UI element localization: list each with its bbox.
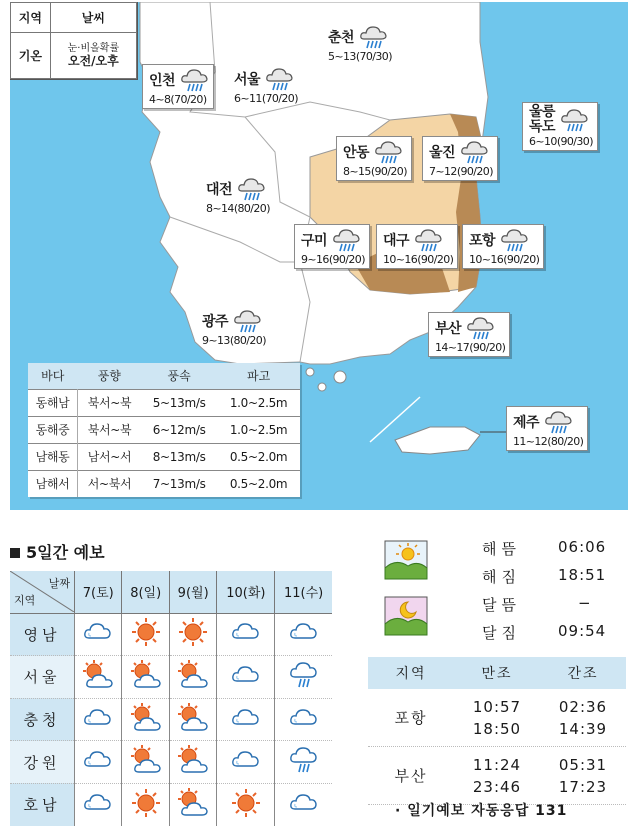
high-tide-time: 23:46 xyxy=(472,777,522,796)
city-temp: 11~12 xyxy=(513,435,548,448)
sun-cloud-icon xyxy=(177,702,209,734)
city-prob: (70/20) xyxy=(261,92,298,105)
wave-height: 1.0~2.5m xyxy=(217,389,300,416)
city-prob: (80/20) xyxy=(229,334,266,347)
wind-direction: 남서~서 xyxy=(78,443,142,470)
weather-map xyxy=(10,2,628,510)
city-label xyxy=(196,306,270,349)
table-row xyxy=(10,613,332,656)
sun-cloud-icon xyxy=(177,659,209,691)
cloud-icon xyxy=(288,616,320,648)
city-name: 대전 xyxy=(206,182,233,198)
low-tide-time: 05:31 xyxy=(558,755,608,774)
forecast-corner xyxy=(10,571,75,613)
moonset-label: 달짐 xyxy=(482,624,521,642)
city-prob: (90/20) xyxy=(456,165,493,178)
cloud-icon xyxy=(288,787,320,819)
wind-direction: 북서~북 xyxy=(78,416,142,443)
city-temp: 10~16 xyxy=(469,253,504,266)
high-tide-time: 11:24 xyxy=(472,755,522,774)
high-tide-time: 10:57 xyxy=(472,697,522,716)
rain-cloud-icon xyxy=(288,659,320,691)
cloud-icon xyxy=(230,744,262,776)
tide-header-region: 지역 xyxy=(395,666,427,682)
cloud-icon xyxy=(288,702,320,734)
city-name: 춘천 xyxy=(328,30,355,46)
sun-icon xyxy=(130,787,162,819)
table-row xyxy=(10,698,332,741)
port-name: 포항 xyxy=(394,709,428,727)
city-name: 제주 xyxy=(513,415,540,431)
table-row xyxy=(28,389,300,416)
city-prob: (90/20) xyxy=(328,253,365,266)
legend-prob xyxy=(50,32,136,78)
legend-temp-label: 기온 xyxy=(11,32,51,78)
low-tide-time: 17:23 xyxy=(558,777,608,796)
city-name: 구미 xyxy=(301,233,328,249)
city-temp: 8~15 xyxy=(343,165,371,178)
corner-date-label: 날짜 xyxy=(48,577,70,591)
tide-header-low: 간조 xyxy=(567,666,599,682)
city-prob: (70/20) xyxy=(170,93,207,106)
rain-cloud-icon xyxy=(331,227,361,253)
tide-header-high: 만조 xyxy=(481,666,513,682)
five-day-forecast-table xyxy=(10,571,332,826)
sun-cloud-icon xyxy=(130,702,162,734)
rain-cloud-icon xyxy=(179,67,209,93)
cloud-icon xyxy=(82,702,114,734)
cloud-icon xyxy=(230,659,262,691)
rain-cloud-icon xyxy=(232,308,262,334)
city-name: 광주 xyxy=(202,314,229,330)
city-name: 서울 xyxy=(234,72,261,88)
low-tide-time: 02:36 xyxy=(558,697,608,716)
city-temp: 6~11 xyxy=(234,92,262,105)
moonrise-icon xyxy=(384,596,428,636)
city-label xyxy=(522,102,598,151)
rain-cloud-icon xyxy=(499,227,529,253)
table-row xyxy=(28,416,300,443)
sun-cloud-icon xyxy=(82,659,114,691)
rain-cloud-icon xyxy=(358,24,388,50)
city-prob: (90/20) xyxy=(370,165,407,178)
sea-area: 동해남 xyxy=(28,389,78,416)
sea-header: 파고 xyxy=(217,363,300,389)
city-temp: 9~16 xyxy=(301,253,329,266)
sea-area: 남해동 xyxy=(28,443,78,470)
wave-height: 0.5~2.0m xyxy=(217,443,300,470)
moonrise-label: 달뜸 xyxy=(482,596,521,614)
day-header: 8(일) xyxy=(122,571,169,613)
sea-area: 남해서 xyxy=(28,470,78,497)
sea-header: 풍향 xyxy=(78,363,142,389)
rain-cloud-icon xyxy=(559,107,589,133)
wind-speed: 7~13m/s xyxy=(141,470,217,497)
table-row xyxy=(28,443,300,470)
sunrise-icon xyxy=(384,540,428,580)
sea-header: 풍속 xyxy=(141,363,217,389)
rain-cloud-icon xyxy=(459,139,489,165)
city-name: 대구 xyxy=(383,233,410,249)
table-row xyxy=(28,470,300,497)
sea-conditions-table xyxy=(28,363,300,497)
city-prob: (90/20) xyxy=(469,341,506,354)
city-name: 안동 xyxy=(343,145,370,161)
sea-header: 바다 xyxy=(28,363,78,389)
table-row xyxy=(368,747,626,805)
table-row xyxy=(10,783,332,826)
sun-icon xyxy=(230,787,262,819)
cloud-icon xyxy=(230,616,262,648)
wind-speed: 5~13m/s xyxy=(141,389,217,416)
sunrise-time: 06:06 xyxy=(558,538,607,556)
sunset-label: 해짐 xyxy=(482,568,521,586)
rain-cloud-icon xyxy=(543,409,573,435)
sunrise-label: 해뜸 xyxy=(482,540,521,558)
wind-speed: 6~12m/s xyxy=(141,416,217,443)
cloud-icon xyxy=(82,744,114,776)
wave-height: 1.0~2.5m xyxy=(217,416,300,443)
sun-icon xyxy=(130,616,162,648)
city-prob: (90/20) xyxy=(503,253,540,266)
forecast-title xyxy=(10,540,105,563)
city-label xyxy=(200,174,274,217)
table-row xyxy=(368,689,626,747)
city-temp: 6~10 xyxy=(529,135,557,148)
city-temp: 10~16 xyxy=(383,253,418,266)
auto-response-number: · 일기예보 자동응답 131 xyxy=(395,803,568,819)
sun-cloud-icon xyxy=(177,787,209,819)
day-header: 11(수) xyxy=(275,571,332,613)
cloud-icon xyxy=(230,702,262,734)
city-temp: 5~13 xyxy=(328,50,356,63)
city-prob: (80/20) xyxy=(233,202,270,215)
legend-prob-label: 눈·비올확률 xyxy=(67,42,120,54)
city-label xyxy=(294,224,370,269)
sun-cloud-icon xyxy=(177,744,209,776)
city-label xyxy=(322,22,396,65)
sea-area: 동해중 xyxy=(28,416,78,443)
city-temp: 7~12 xyxy=(429,165,457,178)
legend-region-label: 지역 xyxy=(11,3,51,33)
legend-ampm: 오전/오후 xyxy=(67,53,119,68)
map-legend xyxy=(10,2,138,80)
sun-cloud-icon xyxy=(130,659,162,691)
city-temp: 8~14 xyxy=(206,202,234,215)
region-name: 서울 xyxy=(10,656,75,699)
tide-table xyxy=(368,657,626,805)
sunset-time: 18:51 xyxy=(558,566,607,584)
city-name: 포항 xyxy=(469,233,496,249)
city-temp: 4~8 xyxy=(149,93,171,106)
city-prob: (90/30) xyxy=(556,135,593,148)
day-header: 10(화) xyxy=(217,571,275,613)
wind-direction: 서~북서 xyxy=(78,470,142,497)
cloud-icon xyxy=(82,787,114,819)
city-name: 울진 xyxy=(429,145,456,161)
city-label xyxy=(228,64,302,107)
region-name: 영남 xyxy=(10,613,75,656)
high-tide-time: 18:50 xyxy=(472,719,522,738)
rain-cloud-icon xyxy=(373,139,403,165)
city-temp: 14~17 xyxy=(435,341,470,354)
day-header: 7(토) xyxy=(75,571,122,613)
legend-weather-label: 날씨 xyxy=(50,3,136,33)
city-prob: (90/20) xyxy=(417,253,454,266)
rain-cloud-icon xyxy=(264,66,294,92)
city-name: 인천 xyxy=(149,73,176,89)
city-label xyxy=(142,64,214,109)
wave-height: 0.5~2.0m xyxy=(217,470,300,497)
city-label xyxy=(506,406,588,451)
wind-speed: 8~13m/s xyxy=(141,443,217,470)
port-name: 부산 xyxy=(394,767,428,785)
moonrise-time: − xyxy=(578,594,592,612)
city-label xyxy=(462,224,544,269)
region-name: 충청 xyxy=(10,698,75,741)
city-label xyxy=(336,136,412,181)
wind-direction: 북서~북 xyxy=(78,389,142,416)
table-row xyxy=(10,656,332,699)
table-row xyxy=(10,741,332,784)
city-name: 울릉 독도 xyxy=(529,104,556,135)
rain-cloud-icon xyxy=(288,744,320,776)
cloud-icon xyxy=(82,616,114,648)
day-header: 9(월) xyxy=(169,571,216,613)
rain-cloud-icon xyxy=(236,176,266,202)
sun-icon xyxy=(177,616,209,648)
moonset-time: 09:54 xyxy=(558,622,607,640)
forecast-title-text: 5일간 예보 xyxy=(26,543,105,562)
city-temp: 9~13 xyxy=(202,334,230,347)
city-name: 부산 xyxy=(435,321,462,337)
sun-cloud-icon xyxy=(130,744,162,776)
region-name: 호남 xyxy=(10,783,75,826)
city-label xyxy=(422,136,498,181)
city-prob: (80/20) xyxy=(547,435,584,448)
city-label xyxy=(428,312,510,357)
city-prob: (70/30) xyxy=(355,50,392,63)
city-label xyxy=(376,224,458,269)
rain-cloud-icon xyxy=(465,315,495,341)
corner-region-label: 지역 xyxy=(14,594,36,608)
region-name: 강원 xyxy=(10,741,75,784)
low-tide-time: 14:39 xyxy=(558,719,608,738)
rain-cloud-icon xyxy=(413,227,443,253)
